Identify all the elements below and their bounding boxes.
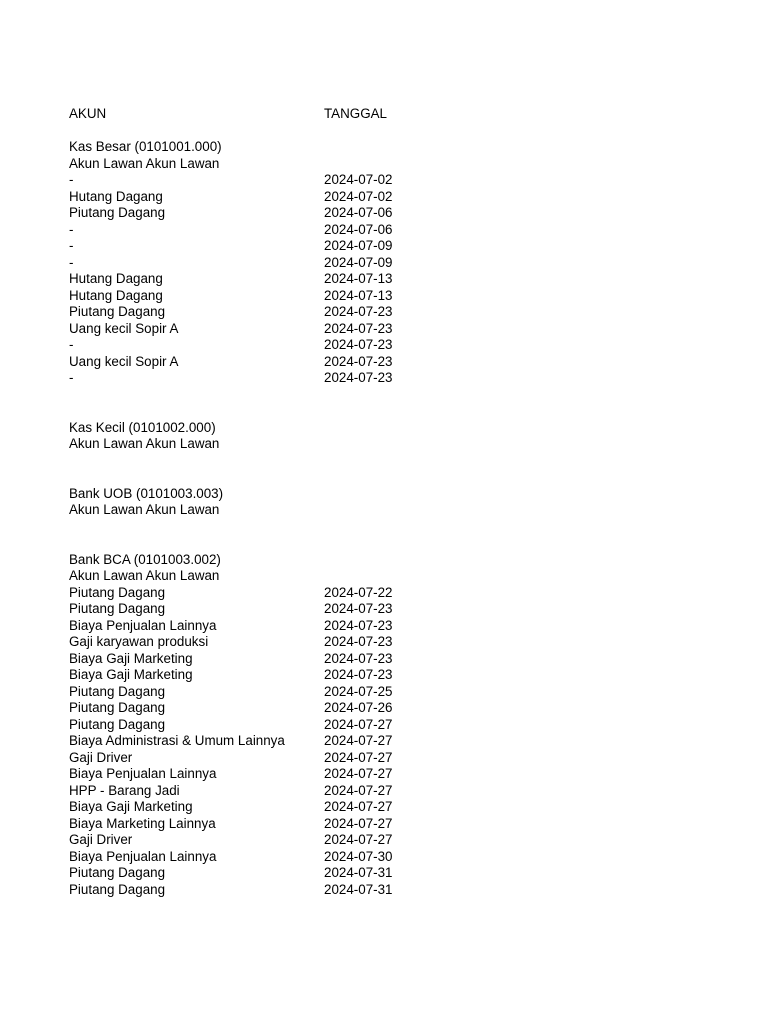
ledger-row bbox=[69, 882, 729, 899]
ledger-row-akun: Uang kecil Sopir A bbox=[69, 353, 179, 369]
ledger-row bbox=[69, 601, 729, 618]
ledger-row-tanggal: 2024-07-23 bbox=[324, 634, 393, 649]
column-header-akun: AKUN bbox=[69, 106, 107, 121]
ledger-row bbox=[69, 321, 729, 338]
account-title-row bbox=[69, 420, 729, 437]
spacer bbox=[69, 519, 729, 536]
ledger-row-tanggal: 2024-07-23 bbox=[324, 337, 393, 352]
column-header-row bbox=[69, 106, 729, 123]
ledger-row-akun: Biaya Gaji Marketing bbox=[69, 667, 193, 682]
ledger-row-akun: Gaji karyawan produksi bbox=[69, 634, 209, 649]
account-section bbox=[69, 552, 729, 899]
ledger-row bbox=[69, 172, 729, 189]
spacer bbox=[69, 453, 729, 470]
account-subheader-row bbox=[69, 568, 729, 585]
account-subheader-row bbox=[69, 156, 729, 173]
account-title: Bank UOB (0101003.003) bbox=[69, 485, 224, 501]
ledger-row bbox=[69, 766, 729, 783]
ledger-row-tanggal: 2024-07-27 bbox=[324, 766, 393, 781]
account-subheader: Akun Lawan Akun Lawan bbox=[69, 436, 220, 451]
ledger-row-tanggal: 2024-07-23 bbox=[324, 320, 393, 336]
ledger-row bbox=[69, 832, 729, 849]
ledger-row-tanggal: 2024-07-22 bbox=[324, 584, 393, 600]
ledger-row bbox=[69, 733, 729, 750]
ledger-row bbox=[69, 783, 729, 800]
ledger-row-akun: Biaya Administrasi & Umum Lainnya bbox=[69, 733, 285, 748]
ledger-row-tanggal: 2024-07-13 bbox=[324, 287, 393, 303]
account-title-row bbox=[69, 486, 729, 503]
ledger-row-akun: HPP - Barang Jadi bbox=[69, 782, 180, 798]
ledger-row-akun: - bbox=[69, 172, 74, 187]
ledger-row-akun: Biaya Penjualan Lainnya bbox=[69, 766, 217, 781]
ledger-row-akun: Piutang Dagang bbox=[69, 716, 166, 732]
account-title-row bbox=[69, 552, 729, 569]
ledger-row-tanggal: 2024-07-27 bbox=[324, 716, 393, 732]
ledger-row-akun: Piutang Dagang bbox=[69, 700, 166, 715]
account-subheader-row bbox=[69, 436, 729, 453]
ledger-sections bbox=[69, 139, 729, 898]
spacer bbox=[69, 403, 729, 420]
ledger-row-tanggal: 2024-07-31 bbox=[324, 865, 393, 880]
ledger-row-tanggal: 2024-07-27 bbox=[324, 832, 393, 847]
account-title-row bbox=[69, 139, 729, 156]
account-section bbox=[69, 420, 729, 486]
ledger-row-tanggal: 2024-07-02 bbox=[324, 172, 393, 187]
ledger-row bbox=[69, 816, 729, 833]
ledger-row-tanggal: 2024-07-06 bbox=[324, 205, 393, 220]
ledger-row bbox=[69, 222, 729, 239]
ledger-row-tanggal: 2024-07-06 bbox=[324, 221, 393, 237]
ledger-row-tanggal: 2024-07-27 bbox=[324, 815, 393, 831]
account-title: Bank BCA (0101003.002) bbox=[69, 551, 221, 567]
ledger-row-akun: - bbox=[69, 238, 74, 253]
ledger-row-tanggal: 2024-07-27 bbox=[324, 799, 393, 814]
ledger-row-akun: - bbox=[69, 254, 74, 270]
ledger-row-akun: Piutang Dagang bbox=[69, 601, 166, 616]
ledger-row bbox=[69, 370, 729, 387]
ledger-row-akun: Uang kecil Sopir A bbox=[69, 320, 179, 336]
ledger-row-tanggal: 2024-07-23 bbox=[324, 353, 393, 369]
ledger-row bbox=[69, 750, 729, 767]
ledger-row bbox=[69, 271, 729, 288]
ledger-row-akun: Piutang Dagang bbox=[69, 205, 166, 220]
ledger-row-tanggal: 2024-07-13 bbox=[324, 271, 393, 286]
ledger-row-akun: Biaya Penjualan Lainnya bbox=[69, 617, 217, 633]
ledger-row-akun: - bbox=[69, 337, 74, 352]
ledger-row bbox=[69, 205, 729, 222]
ledger-row-akun: Biaya Marketing Lainnya bbox=[69, 815, 216, 831]
ledger-row-akun: - bbox=[69, 221, 74, 237]
ledger-row-akun: Piutang Dagang bbox=[69, 304, 166, 319]
spacer bbox=[69, 387, 729, 404]
ledger-row-tanggal: 2024-07-27 bbox=[324, 782, 393, 798]
ledger-row-akun: Biaya Gaji Marketing bbox=[69, 650, 193, 666]
ledger-row-tanggal: 2024-07-23 bbox=[324, 650, 393, 666]
spacer bbox=[69, 535, 729, 552]
ledger-row bbox=[69, 288, 729, 305]
ledger-row-akun: Biaya Penjualan Lainnya bbox=[69, 848, 217, 864]
ledger-row-tanggal: 2024-07-23 bbox=[324, 667, 393, 682]
ledger-row-akun: - bbox=[69, 370, 74, 385]
spacer bbox=[69, 123, 729, 140]
ledger-row-tanggal: 2024-07-27 bbox=[324, 733, 393, 748]
ledger-row-akun: Piutang Dagang bbox=[69, 584, 166, 600]
ledger-row-akun: Piutang Dagang bbox=[69, 881, 166, 897]
ledger-row-tanggal: 2024-07-31 bbox=[324, 881, 393, 897]
ledger-row bbox=[69, 700, 729, 717]
ledger-row bbox=[69, 865, 729, 882]
ledger-sheet bbox=[69, 106, 729, 898]
ledger-row-akun: Piutang Dagang bbox=[69, 865, 166, 880]
ledger-row-tanggal: 2024-07-30 bbox=[324, 848, 393, 864]
ledger-row-tanggal: 2024-07-23 bbox=[324, 617, 393, 633]
ledger-row-tanggal: 2024-07-09 bbox=[324, 238, 393, 253]
ledger-row bbox=[69, 255, 729, 272]
ledger-row bbox=[69, 651, 729, 668]
ledger-row-tanggal: 2024-07-09 bbox=[324, 254, 393, 270]
ledger-row bbox=[69, 304, 729, 321]
ledger-row-akun: Hutang Dagang bbox=[69, 188, 163, 204]
account-subheader: Akun Lawan Akun Lawan bbox=[69, 502, 220, 517]
column-header-tanggal: TANGGAL bbox=[324, 106, 387, 121]
ledger-row-akun: Biaya Gaji Marketing bbox=[69, 799, 193, 814]
account-section bbox=[69, 139, 729, 420]
ledger-row bbox=[69, 238, 729, 255]
ledger-row bbox=[69, 667, 729, 684]
ledger-row bbox=[69, 717, 729, 734]
ledger-row-tanggal: 2024-07-26 bbox=[324, 700, 393, 715]
ledger-row-akun: Hutang Dagang bbox=[69, 271, 163, 286]
ledger-row-tanggal: 2024-07-23 bbox=[324, 601, 393, 616]
ledger-row bbox=[69, 354, 729, 371]
ledger-row bbox=[69, 799, 729, 816]
ledger-row-tanggal: 2024-07-23 bbox=[324, 370, 393, 385]
ledger-row-akun: Piutang Dagang bbox=[69, 683, 166, 699]
account-title: Kas Besar (0101001.000) bbox=[69, 139, 222, 154]
spacer bbox=[69, 469, 729, 486]
ledger-row-tanggal: 2024-07-02 bbox=[324, 188, 393, 204]
account-subheader: Akun Lawan Akun Lawan bbox=[69, 568, 220, 583]
account-subheader: Akun Lawan Akun Lawan bbox=[69, 155, 220, 171]
ledger-row-tanggal: 2024-07-25 bbox=[324, 683, 393, 699]
ledger-row bbox=[69, 849, 729, 866]
ledger-row-akun: Hutang Dagang bbox=[69, 287, 163, 303]
account-section bbox=[69, 486, 729, 552]
ledger-row-tanggal: 2024-07-23 bbox=[324, 304, 393, 319]
ledger-row-akun: Gaji Driver bbox=[69, 749, 133, 765]
ledger-row-akun: Gaji Driver bbox=[69, 832, 133, 847]
account-subheader-row bbox=[69, 502, 729, 519]
ledger-row bbox=[69, 189, 729, 206]
ledger-row bbox=[69, 337, 729, 354]
account-title: Kas Kecil (0101002.000) bbox=[69, 419, 216, 435]
ledger-row bbox=[69, 585, 729, 602]
ledger-row bbox=[69, 634, 729, 651]
ledger-row bbox=[69, 684, 729, 701]
ledger-row bbox=[69, 618, 729, 635]
ledger-row-tanggal: 2024-07-27 bbox=[324, 749, 393, 765]
